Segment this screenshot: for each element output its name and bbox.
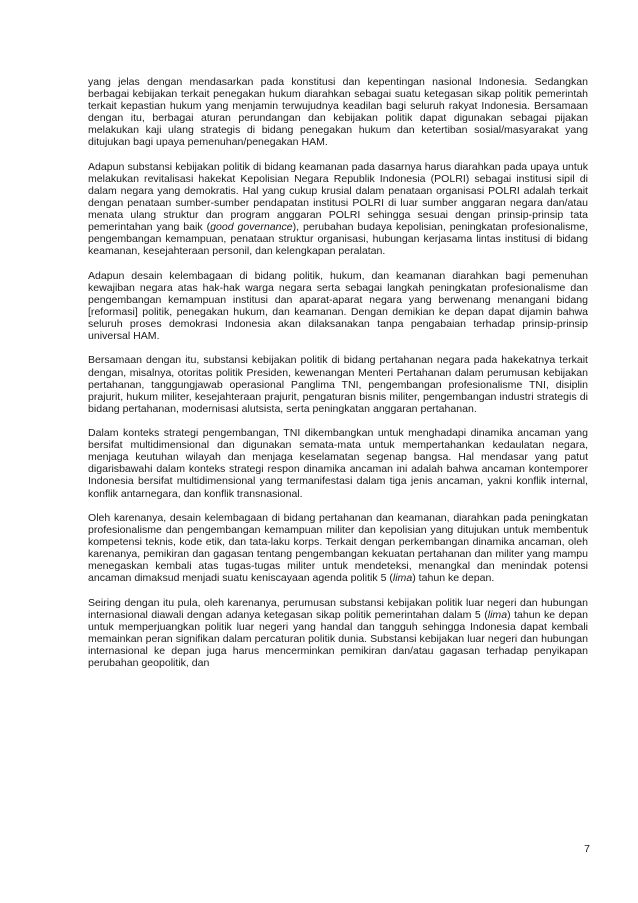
paragraph-text: Dalam konteks strategi pengembangan, TNI dikembangkan untuk menghadapi dinamika ancaman yang bersifat multidimensional dan digunakan semata-mata untuk mempertahankan kedaulatan negara, menjaga keutuhan wilayah dan menjaga keselamatan segenap bangsa. Hal mendasar yang patut digarisbawahi dalam konteks strategi respon dinamika ancaman ini adalah bahwa ancaman kontemporer Indonesia bersifat multidimensional yang termanifestasi dalam tiga jenis ancaman, yakni konflik internal, konflik antarnegara, dan konflik transnasional. <box>88 427 588 500</box>
body-text <box>88 76 588 681</box>
italic-term: good governance <box>210 221 293 234</box>
paragraph-text: Bersamaan dengan itu, substansi kebijakan politik di bidang pertahanan negara pada hakekatnya terkait dengan, misalnya, otoritas politik Presiden, kewenangan Menteri Pertahanan dalam perumusan kebijakan pertahanan, tanggungjawab operasional Panglima TNI, pengembangan profesionalisme TNI, disiplin prajurit, hukum militer, kesejahteraan prajurit, pengaturan bisnis militer, pengembangan industri strategis di bidang pertahanan, modernisasi alutsista, serta peningkatan anggaran pertahanan. <box>88 354 588 415</box>
paragraph <box>88 76 588 149</box>
paragraph <box>88 270 588 343</box>
paragraph <box>88 427 588 500</box>
paragraph-text: Seiring dengan itu pula, oleh karenanya, perumusan substansi kebijakan politik luar negeri dan hubungan internasional diawali dengan adanya ketegasan sikap politik pemerintahan dalam 5 ( <box>88 596 588 621</box>
page-number: 7 <box>584 843 590 855</box>
paragraph-text: ), perubahan budaya kepolisian, peningkatan profesionalisme, pengembangan kemampuan, penataan struktur organisasi, hubungan kerjasama lintas institusi di bidang keamanan, kesejahteraan personil, dan kelengkapan peralatan. <box>88 221 588 258</box>
paragraph-text: ) tahun ke depan untuk memperjuangkan politik luar negeri yang handal dan tangguh sehingga Indonesia dapat kembali memainkan peran signifikan dalam percaturan politik dunia. Substansi kebijakan luar negeri dan hubungan internasional ke depan juga harus mencerminkan pemikiran dan/atau gagasan terhadap penyikapan perubahan geopolitik, dan <box>88 608 588 670</box>
italic-term: lima <box>487 608 508 621</box>
paragraph <box>88 597 588 670</box>
paragraph <box>88 512 588 585</box>
paragraph-text: yang jelas dengan mendasarkan pada konstitusi dan kepentingan nasional Indonesia. Sedangkan berbagai kebijakan terkait penegakan hukum diarahkan sebagai suatu ketegasan sikap politik pemerintah terkait kepastian hukum yang menjamin terwujudnya keadilan bagi seluruh rakyat Indonesia. Bersamaan dengan itu, berbagai aturan perundangan dan kebijakan politik dapat digunakan sebagai pijakan melakukan kaji ulang strategis di bidang penegakan hukum dan ketertiban sosial/masyarakat yang ditujukan bagi upaya pemenuhan/penegakan HAM. <box>88 76 588 149</box>
paragraph <box>88 354 588 414</box>
paragraph-text: Adapun substansi kebijakan politik di bidang keamanan pada dasarnya harus diarahkan pada upaya untuk melakukan revitalisasi hakekat Kepolisian Negara Republik Indonesia (POLRI) sebagai institusi sipil di dalam negara yang demokratis. Hal yang cukup krusial dalam penataan organisasi POLRI adalah terkait dengan penataan sumber-sumber pendapatan institusi POLRI di luar sumber anggaran negara dan/atau menata ulang struktur dan program anggaran POLRI sehingga sesuai dengan prinsip-prinsip tata pemerintahan yang baik ( <box>88 160 588 234</box>
italic-term: lima <box>392 572 413 585</box>
paragraph <box>88 161 588 258</box>
paragraph-text: Oleh karenanya, desain kelembagaan di bidang pertahanan dan keamanan, diarahkan pada peningkatan profesionalisme dan pengembangan kemampuan militer dan kepolisian yang ditujukan untuk membentuk kompetensi teknis, kode etik, dan tata-laku korps. Terkait dengan perkembangan dinamika ancaman, oleh karenanya, pemikiran dan gagasan tentang pengembangan kekuatan pertahanan dan militer yang mampu menegaskan kembali atas tugas-tugas militer untuk mendeteksi, menangkal dan menindak potensi ancaman dimaksud menjadi suatu keniscayaan agenda politik 5 ( <box>88 511 588 585</box>
paragraph-text: Adapun desain kelembagaan di bidang politik, hukum, dan keamanan diarahkan bagi pemenuhan kewajiban negara atas hak-hak warga negara serta sebagai langkah peningkatan profesionalisme dan pengembangan kemampuan institusi dan aparat-aparat negara yang berwenang menangani bidang [reformasi] politik, penegakan hukum, dan keamanan. Dengan demikian ke depan dapat dijamin bahwa seluruh proses demokrasi Indonesia akan dilaksanakan tanpa pengabaian terhadap prinsip-prinsip universal HAM. <box>88 269 588 343</box>
paragraph-text: ) tahun ke depan. <box>412 572 495 585</box>
